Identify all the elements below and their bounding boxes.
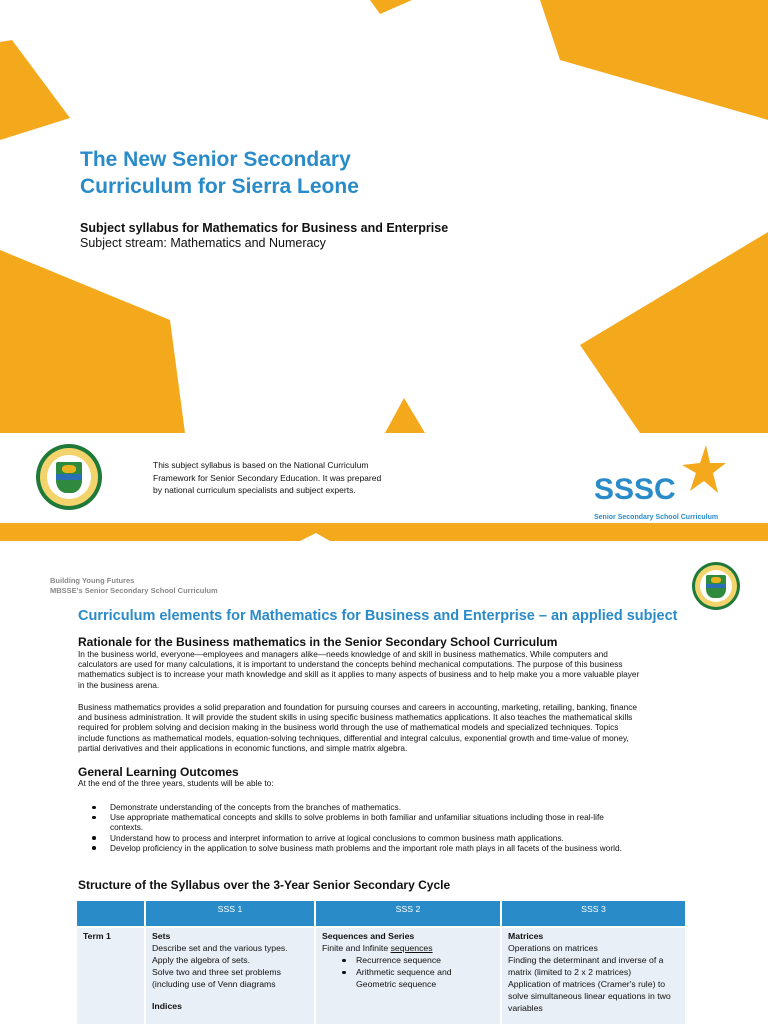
list-item bbox=[92, 843, 692, 853]
cell-line: matrix (limited to 2 x 2 matrices) bbox=[508, 967, 632, 977]
page-divider-strip bbox=[0, 523, 768, 541]
paragraph-line: and business administration. It will provide the student skills in using specific business mathematics applications. It also teaches the mathematical skills bbox=[78, 712, 633, 723]
cover-title bbox=[80, 146, 359, 200]
cover-title-line: The New Senior Secondary bbox=[80, 148, 351, 171]
cell-line: Operations on matrices bbox=[508, 943, 598, 953]
paragraph-line: required for problem solving and decision making in the business world through the use of mathematical models and specialized techniques. Topics bbox=[78, 722, 619, 733]
topic-heading: Indices bbox=[152, 1001, 182, 1011]
subject-stream: Subject stream: Mathematics and Numeracy bbox=[80, 236, 326, 250]
running-header-line: MBSSE's Senior Secondary School Curriculum bbox=[50, 586, 218, 595]
coat-of-arms-seal bbox=[692, 562, 740, 610]
rationale-heading: Rationale for the Business mathematics in the Senior Secondary School Curriculum bbox=[78, 635, 558, 649]
list-item-text: Understand how to process and interpret information to arrive at logical conclusions to common business math applications. bbox=[110, 832, 564, 843]
paragraph-line: include functions as mathematical models, equation-solving techniques, differential and integral calculus, exponential growth and time-value of money, bbox=[78, 732, 629, 743]
learning-outcomes-intro: At the end of the three years, students will be able to: bbox=[78, 778, 274, 788]
paragraph-line: In the business world, everyone—employees and managers alike—needs knowledge of and skill in business mathematics. While computers and bbox=[78, 649, 608, 659]
coat-of-arms-seal bbox=[36, 444, 102, 510]
info-line: Framework for Senior Secondary Education. It was prepared bbox=[153, 472, 382, 483]
paragraph-line: calculators are used for many calculations, it is important to understand the concepts behind mechanical computations. The purpose of this business bbox=[78, 659, 623, 670]
star-icon bbox=[680, 445, 726, 495]
learning-outcomes-heading: General Learning Outcomes bbox=[78, 765, 239, 779]
list-item-text: Develop proficiency in the application to solve business math problems and the important role math plays in all facets of the business world. bbox=[110, 842, 622, 853]
star-shape bbox=[540, 0, 768, 120]
cell-line: solve simultaneous linear equations in two bbox=[508, 991, 671, 1001]
cell-line: Geometric sequence bbox=[356, 979, 437, 989]
cell-line: variables bbox=[508, 1003, 543, 1013]
table-header-row bbox=[77, 901, 686, 927]
topic-heading: Sets bbox=[152, 931, 171, 941]
star-shape bbox=[580, 232, 768, 433]
table-header-cell: SSS 1 bbox=[145, 901, 315, 927]
running-header bbox=[50, 576, 218, 596]
learning-outcomes-list bbox=[92, 802, 692, 853]
cover-page bbox=[0, 0, 768, 433]
term-label-cell: Term 1 bbox=[77, 927, 145, 1024]
sequences-link[interactable]: sequences bbox=[390, 943, 433, 953]
cell-line: Describe set and the various types. bbox=[152, 943, 288, 953]
star-background-graphic bbox=[0, 0, 768, 433]
topic-heading: Matrices bbox=[508, 931, 544, 941]
sssc-logo bbox=[594, 445, 744, 521]
list-item bbox=[92, 812, 692, 832]
cover-title-line: Curriculum for Sierra Leone bbox=[80, 175, 359, 198]
list-item-text: contexts. bbox=[110, 822, 144, 833]
table-row bbox=[77, 927, 686, 1024]
table-header-cell: SSS 2 bbox=[315, 901, 501, 927]
list-item: Arithmetic sequence and bbox=[356, 966, 494, 978]
cover-info-band bbox=[0, 433, 768, 523]
star-shape bbox=[0, 250, 185, 433]
structure-heading: Structure of the Syllabus over the 3-Year Senior Secondary Cycle bbox=[78, 878, 451, 892]
running-header-line: Building Young Futures bbox=[50, 576, 135, 585]
table-cell bbox=[145, 927, 315, 1024]
list-item bbox=[92, 833, 692, 843]
paragraph-line: in the business arena. bbox=[78, 679, 160, 690]
paragraph-line: Business mathematics provides a solid preparation and foundation for pursuing courses and careers in accounting, marketing, retailing, banking, finance bbox=[78, 702, 637, 712]
list-item bbox=[92, 802, 692, 812]
info-line: This subject syllabus is based on the National Curriculum bbox=[153, 460, 369, 470]
table-cell bbox=[315, 927, 501, 1024]
list-item-text: Use appropriate mathematical concepts and skills to solve problems in both familiar and unfamiliar situations including those in real-life bbox=[110, 812, 604, 823]
table-header-cell: SSS 3 bbox=[501, 901, 686, 927]
info-line: by national curriculum specialists and subject experts. bbox=[153, 485, 356, 495]
sssc-logo-tagline: Senior Secondary School Curriculum bbox=[594, 514, 719, 521]
star-shape bbox=[385, 398, 425, 433]
list-item: Recurrence sequence bbox=[356, 954, 494, 966]
table-header-cell bbox=[77, 901, 145, 927]
cell-line: Application of matrices (Cramer's rule) to bbox=[508, 979, 666, 989]
syllabus-structure-table bbox=[77, 901, 687, 1024]
star-shape bbox=[0, 40, 70, 140]
cell-line: (including use of Venn diagrams bbox=[152, 979, 276, 989]
cover-info-text bbox=[153, 459, 413, 497]
cell-text: Finite and Infinite bbox=[322, 943, 391, 953]
sssc-logo-wordmark: SSSC bbox=[594, 473, 676, 506]
cell-line: Apply the algebra of sets. bbox=[152, 955, 251, 965]
cell-line bbox=[322, 942, 494, 954]
paragraph-line: mathematics subject is to increase your math knowledge and skill as it applies to many aspects of business and to help make you a more valuable player bbox=[78, 669, 640, 680]
rationale-paragraph-1 bbox=[78, 649, 686, 690]
table-cell bbox=[501, 927, 686, 1024]
section-title: Curriculum elements for Mathematics for Business and Enterprise – an applied subject bbox=[78, 608, 678, 624]
cell-bullet-list bbox=[322, 954, 494, 978]
cover-subtitle: Subject syllabus for Mathematics for Business and Enterprise bbox=[80, 221, 449, 235]
topic-heading: Sequences and Series bbox=[322, 931, 415, 941]
list-item-text: Demonstrate understanding of the concepts from the branches of mathematics. bbox=[110, 802, 402, 812]
cell-line: Finding the determinant and inverse of a bbox=[508, 955, 664, 965]
cell-line: Solve two and three set problems bbox=[152, 967, 281, 977]
paragraph-line: partial derivatives and their applications in economic functions, and simple matrix algebra. bbox=[78, 742, 408, 753]
rationale-paragraph-2 bbox=[78, 702, 686, 753]
star-shape bbox=[370, 0, 412, 14]
